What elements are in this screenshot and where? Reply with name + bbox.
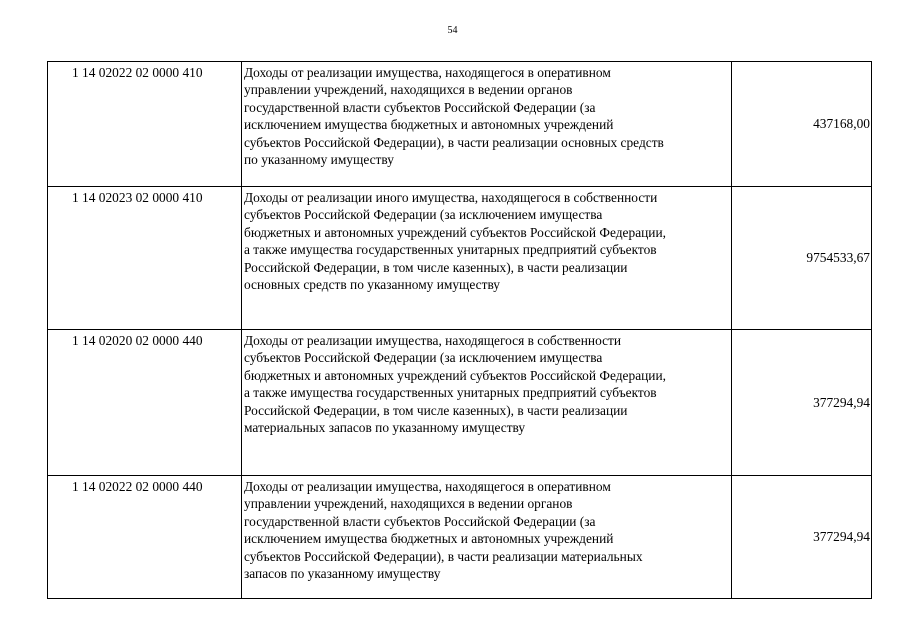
- page-number: 54: [447, 25, 458, 36]
- description-line: Российской Федерации, в том числе казенных), в части реализации: [244, 402, 628, 418]
- revenue-amount: 9754533,67: [732, 187, 872, 330]
- description-line: основных средств по указанному имуществу: [244, 277, 500, 293]
- revenue-amount: 437168,00: [732, 62, 872, 187]
- description-line: субъектов Российской Федерации), в части реализации основных средств: [244, 134, 664, 150]
- description-line: государственной власти субъектов Российской Федерации (за: [244, 513, 596, 529]
- description-line: управлении учреждений, находящихся в ведении органов: [244, 82, 573, 98]
- table-row: [48, 476, 872, 599]
- description-line: запасов по указанному имуществу: [244, 566, 441, 582]
- description-line: бюджетных и автономных учреждений субъектов Российской Федерации,: [244, 367, 666, 383]
- budget-code: 1 14 02023 02 0000 410: [48, 187, 242, 330]
- description-line: а также имущества государственных унитарных предприятий субъектов: [244, 385, 657, 401]
- description-line: субъектов Российской Федерации (за исключением имущества: [244, 207, 603, 223]
- table-row: [48, 187, 872, 330]
- description-line: а также имущества государственных унитарных предприятий субъектов: [244, 242, 657, 258]
- revenue-description: [242, 476, 732, 599]
- revenue-amount: 377294,94: [732, 330, 872, 476]
- description-line: управлении учреждений, находящихся в ведении органов: [244, 496, 573, 512]
- table-row: [48, 62, 872, 187]
- description-line: субъектов Российской Федерации), в части реализации материальных: [244, 548, 643, 564]
- description-line: по указанному имуществу: [244, 152, 394, 168]
- description-line: материальных запасов по указанному имуществу: [244, 420, 526, 436]
- revenue-description: [242, 62, 732, 187]
- description-line: бюджетных и автономных учреждений субъектов Российской Федерации,: [244, 224, 666, 240]
- budget-code: 1 14 02022 02 0000 410: [48, 62, 242, 187]
- description-line: государственной власти субъектов Российской Федерации (за: [244, 99, 596, 115]
- description-line: Доходы от реализации имущества, находящегося в собственности: [244, 333, 622, 348]
- description-line: Российской Федерации, в том числе казенных), в части реализации: [244, 259, 628, 275]
- description-line: Доходы от реализации имущества, находящегося в оперативном: [244, 479, 611, 494]
- revenue-table: [47, 61, 872, 599]
- description-line: исключением имущества бюджетных и автономных учреждений: [244, 531, 614, 547]
- budget-code: 1 14 02022 02 0000 440: [48, 476, 242, 599]
- table-row: [48, 330, 872, 476]
- revenue-amount: 377294,94: [732, 476, 872, 599]
- revenue-description: [242, 330, 732, 476]
- revenue-description: [242, 187, 732, 330]
- budget-code: 1 14 02020 02 0000 440: [48, 330, 242, 476]
- description-line: исключением имущества бюджетных и автономных учреждений: [244, 117, 614, 133]
- description-line: субъектов Российской Федерации (за исключением имущества: [244, 350, 603, 366]
- description-line: Доходы от реализации иного имущества, находящегося в собственности: [244, 190, 658, 205]
- description-line: Доходы от реализации имущества, находящегося в оперативном: [244, 65, 611, 80]
